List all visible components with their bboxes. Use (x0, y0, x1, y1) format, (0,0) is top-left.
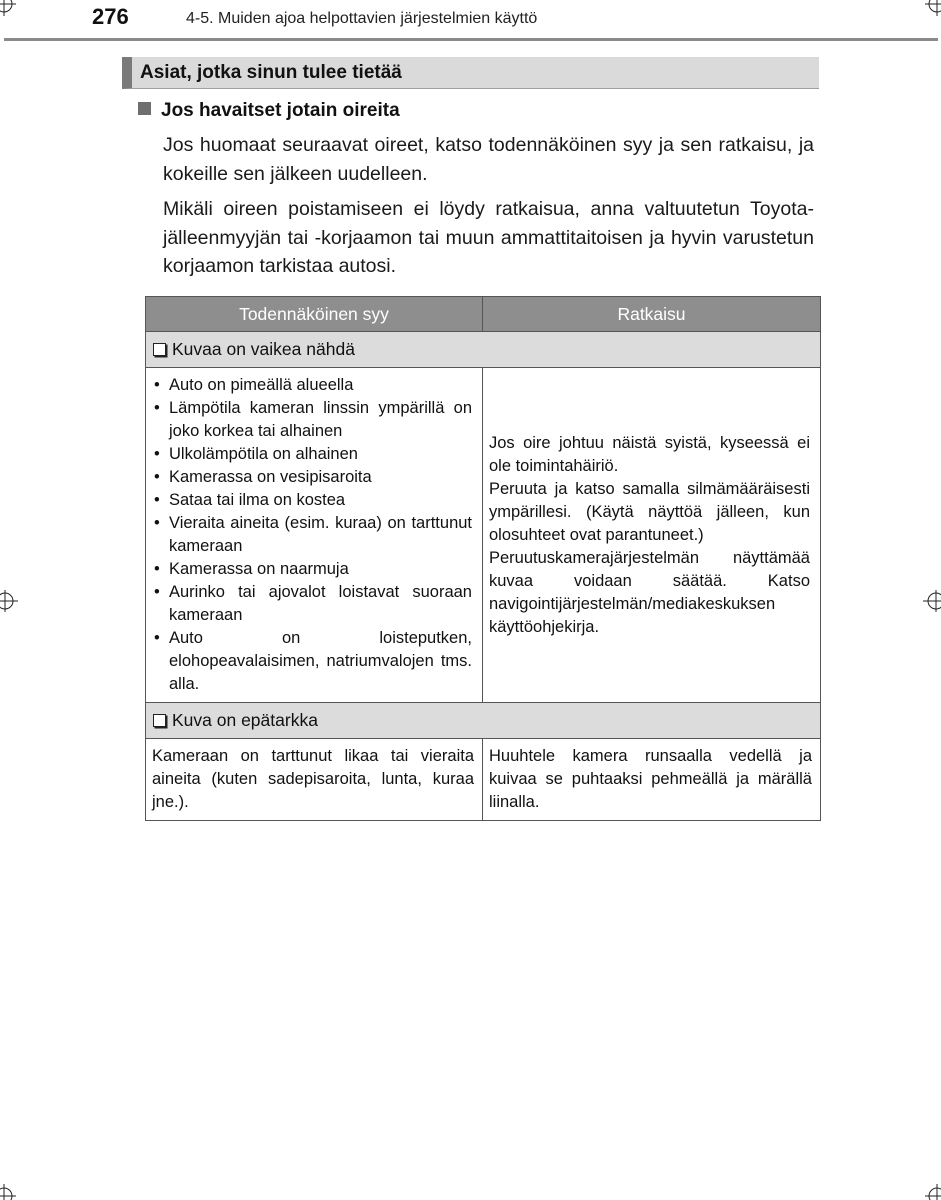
table-row (146, 368, 821, 703)
cause-cell: Kameraan on tarttunut likaa tai vieraita aineita (kuten sadepisaroita, lunta, kuraa jne.). (146, 739, 483, 821)
remedy-paragraph: Jos oire johtuu näistä syistä, kyseessä ei ole toimintahäiriö. (489, 433, 810, 475)
section-title: Asiat, jotka sinun tulee tietää (140, 62, 402, 83)
header-rule (4, 38, 938, 41)
crop-mark-top-right (921, 0, 941, 20)
group-title-cell (146, 332, 821, 368)
page-number: 276 (92, 4, 129, 29)
list-item: • Kamerassa on naarmuja (154, 560, 349, 578)
cause-cell (146, 368, 483, 703)
checkbox-icon (153, 343, 166, 356)
remedy-cell: Huuhtele kamera runsaalla vedellä ja kuivaa se puhtaaksi pehmeällä ja märällä liinalla. (483, 739, 821, 821)
crop-mark-left-middle (0, 590, 20, 612)
checkbox-icon (153, 714, 166, 727)
crop-mark-bottom-right (921, 1180, 941, 1200)
paragraph-dealer: Mikäli oireen poistamiseen ei löydy ratkaisua, anna valtuutetun Toyota-jälleenmyyjän tai -korjaamon tai muun ammattitaitoisen ja hyvin varustetun korjaamon tarkistaa autosi. (163, 198, 814, 277)
crop-mark-top-left (0, 0, 20, 20)
remedy-text (489, 432, 810, 639)
list-item: • Sataa tai ilma on kostea (154, 491, 346, 509)
list-item: • Aurinko tai ajovalot loistavat suoraan kameraan (154, 583, 472, 624)
subheading-text: Jos havaitset jotain oireita (161, 100, 400, 121)
table-row (146, 739, 821, 821)
crop-mark-bottom-left (0, 1180, 20, 1200)
group-row (146, 703, 821, 739)
list-item: • Ulkolämpötila on alhainen (154, 445, 358, 463)
list-item: • Auto on pimeällä alueella (154, 376, 354, 394)
cause-list (152, 374, 472, 696)
column-header-cause: Todennäköinen syy (146, 297, 483, 332)
list-item: • Lämpötila kameran linssin ympärillä on joko korkea tai alhainen (154, 399, 472, 440)
list-item: • Auto on loisteputken, elohopeavalaisimen, natriumvalojen tms. alla. (154, 629, 472, 693)
remedy-cell (483, 368, 821, 703)
group-title: Kuvaa on vaikea nähdä (172, 339, 355, 359)
crop-mark-right-middle (921, 590, 941, 612)
remedy-paragraph: Peruutuskamerajärjestelmän näyttämää kuvaa voidaan säätää. Katso navigointijärjestelmän/mediakeskuksen käyttöohjekirja. (489, 548, 810, 636)
group-title: Kuva on epätarkka (172, 710, 318, 730)
subheading (138, 100, 400, 122)
list-item: • Kamerassa on vesipisaroita (154, 468, 372, 486)
list-item: • Vieraita aineita (esim. kuraa) on tarttunut kameraan (154, 514, 472, 555)
section-title-bar (122, 57, 819, 89)
group-title-cell (146, 703, 821, 739)
column-header-remedy: Ratkaisu (483, 297, 821, 332)
troubleshooting-table (145, 296, 821, 821)
paragraph-intro: Jos huomaat seuraavat oireet, katso todennäköinen syy ja sen ratkaisu, ja kokeille sen jälkeen uudelleen. (163, 134, 814, 185)
remedy-paragraph: Peruuta ja katso samalla silmämääräisesti ympärillesi. (Käytä näyttöä jälleen, kun olosuhteet ovat parantuneet.) (489, 479, 810, 544)
running-head: 4-5. Muiden ajoa helpottavien järjestelmien käyttö (186, 10, 538, 27)
group-row (146, 332, 821, 368)
square-bullet-icon (138, 102, 151, 115)
table-header-row (146, 297, 821, 332)
